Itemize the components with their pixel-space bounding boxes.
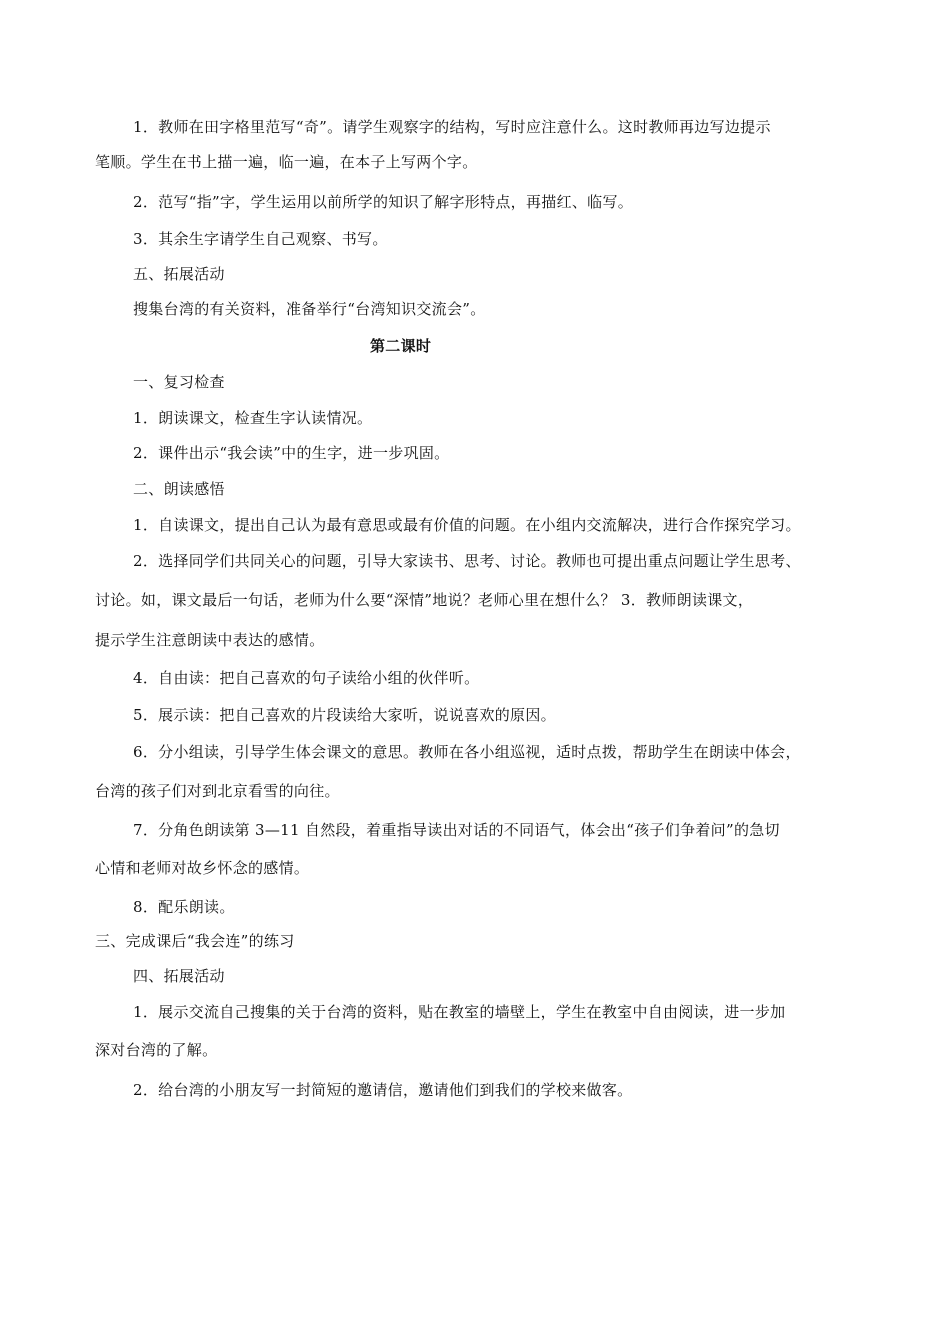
paragraph-line: 1．展示交流自己搜集的关于台湾的资料，贴在教室的墙壁上，学生在教室中自由阅读，进一步加 [133, 1003, 786, 1021]
paragraph-line: 提示学生注意朗读中表达的感情。 [95, 631, 325, 649]
paragraph-line: 2．给台湾的小朋友写一封简短的邀请信，邀请他们到我们的学校来做客。 [133, 1081, 633, 1099]
section-heading: 四、拓展活动 [133, 967, 225, 985]
paragraph-line: 7．分角色朗读第 3—11 自然段，着重指导读出对话的不同语气，体会出“孩子们争着问”的急切 [133, 821, 780, 839]
paragraph-line: 1．教师在田字格里范写“奇”。请学生观察字的结构，写时应注意什么。这时教师再边写边提示 [133, 118, 771, 136]
paragraph-line: 8．配乐朗读。 [133, 898, 235, 916]
paragraph-line: 心情和老师对故乡怀念的感情。 [95, 859, 310, 877]
paragraph-line: 深对台湾的了解。 [95, 1041, 218, 1059]
section-heading: 一、复习检查 [133, 373, 225, 391]
paragraph-line: 2．课件出示“我会读”中的生字，进一步巩固。 [133, 444, 450, 462]
paragraph-line: 2．选择同学们共同关心的问题，引导大家读书、思考、讨论。教师也可提出重点问题让学生思考、 [133, 552, 801, 570]
paragraph-line: 台湾的孩子们对到北京看雪的向往。 [95, 782, 340, 800]
paragraph-line: 3．其余生字请学生自己观察、书写。 [133, 230, 388, 248]
paragraph-line: 4．自由读：把自己喜欢的句子读给小组的伙伴听。 [133, 669, 480, 687]
paragraph-line: 笔顺。学生在书上描一遍，临一遍，在本子上写两个字。 [95, 153, 478, 171]
section-heading: 五、拓展活动 [133, 265, 225, 283]
paragraph-line: 1．自读课文，提出自己认为最有意思或最有价值的问题。在小组内交流解决，进行合作探究学习。 [133, 516, 801, 534]
paragraph-line: 6．分小组读，引导学生体会课文的意思。教师在各小组巡视，适时点拨，帮助学生在朗读中体会， [133, 743, 801, 761]
section-heading: 二、朗读感悟 [133, 480, 225, 498]
paragraph-line: 2．范写“指”字，学生运用以前所学的知识了解字形特点，再描红、临写。 [133, 193, 634, 211]
paragraph-line: 5．展示读：把自己喜欢的片段读给大家听，说说喜欢的原因。 [133, 706, 556, 724]
section-heading: 三、完成课后“我会连”的练习 [95, 932, 295, 950]
paragraph-line: 搜集台湾的有关资料，准备举行“台湾知识交流会”。 [133, 300, 486, 318]
paragraph-line: 讨论。如，课文最后一句话，老师为什么要“深情”地说？老师心里在想什么？ 3．教师朗读课文， [95, 591, 754, 609]
paragraph-line: 1．朗读课文，检查生字认读情况。 [133, 409, 373, 427]
lesson-title: 第二课时 [370, 337, 432, 355]
